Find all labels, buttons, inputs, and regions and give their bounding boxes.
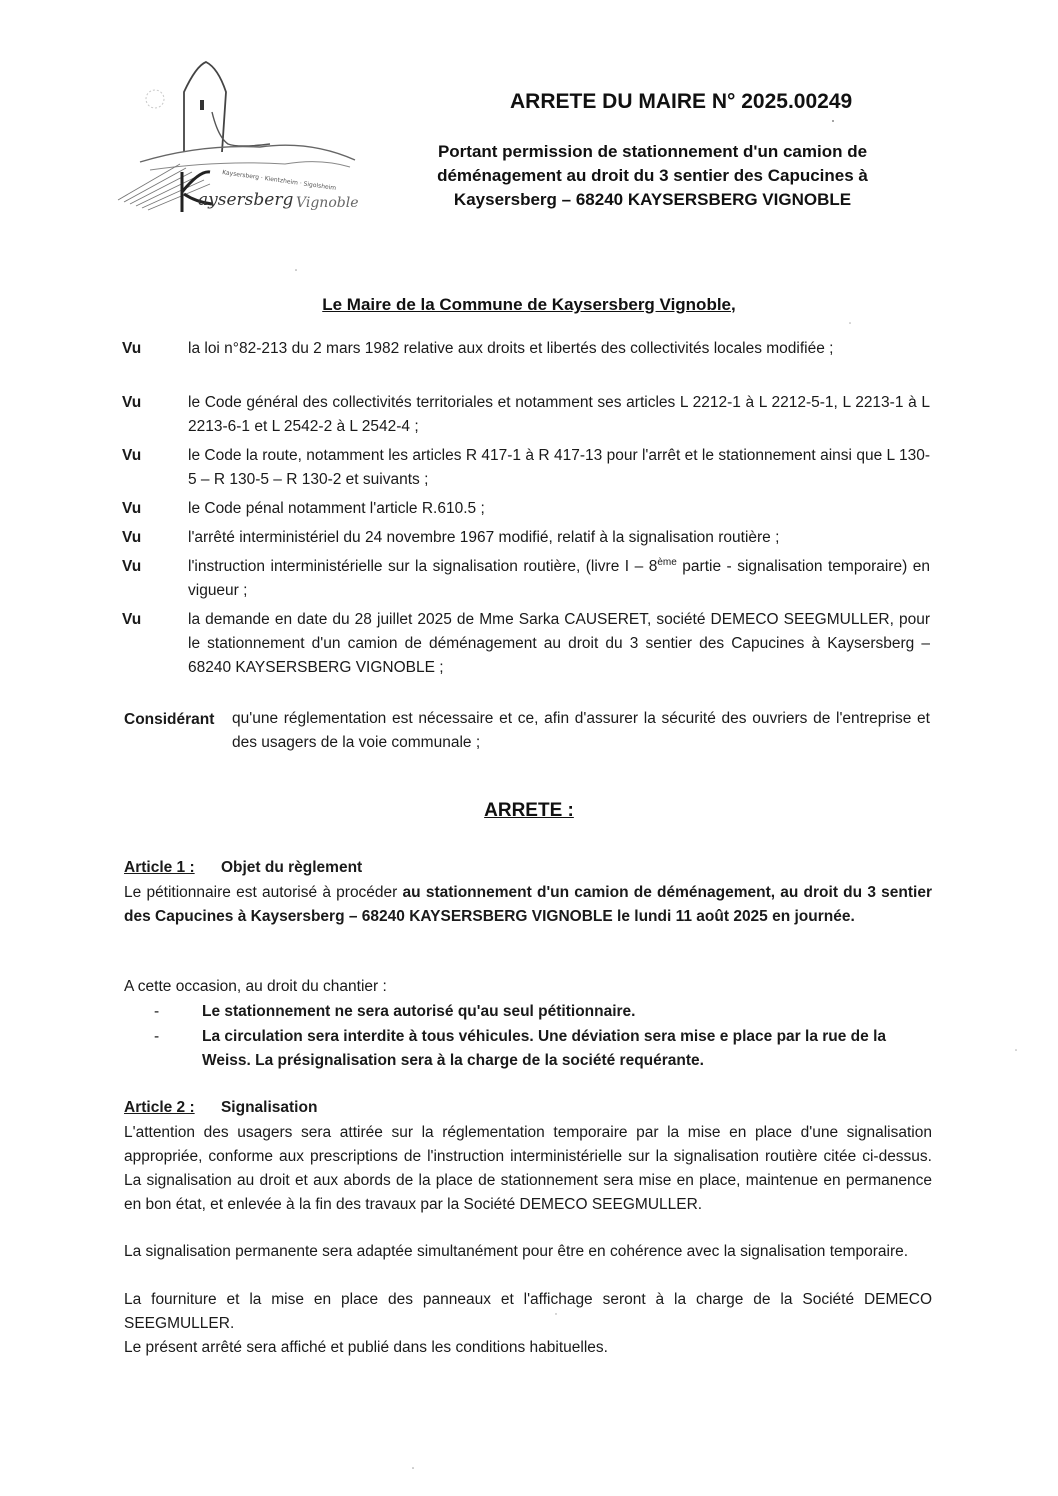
bullet-dash: - (154, 1028, 160, 1045)
kaysersberg-vignoble-logo-icon (110, 52, 370, 222)
article-text-bold: au stationnement d'un camion de déménagement, au droit du 3 sentier des Capucines à Kaysersberg – 68240 KAYSERSBERG VIGNOBLE le lundi 11 août 2025 en journée. (124, 884, 932, 925)
bullet-dash: - (154, 1003, 160, 1020)
visa-label: Vu (122, 500, 142, 517)
article-2-heading (124, 1099, 317, 1117)
subtitle-line: Kaysersberg – 68240 KAYSERSBERG VIGNOBLE (453, 190, 852, 209)
article-number: Article 1 : (124, 859, 195, 876)
visa-text-part: l'instruction interministérielle sur la signalisation routière, (livre I – 8 (188, 558, 658, 575)
article-2-paragraph: La fourniture et la mise en place des panneaux et l'affichage seront à la charge de la Société DEMECO SEEGMULLER. (124, 1291, 932, 1332)
svg-text:Kaysersberg · Kientzheim · Sig: Kaysersberg · Kientzheim · Sigolsheim (221, 169, 337, 192)
mayor-heading: Le Maire de la Commune de Kaysersberg Vignoble, (322, 295, 736, 314)
visa-text (188, 555, 930, 603)
visa-label: Vu (122, 447, 142, 464)
arrete-heading: ARRETE : (484, 800, 574, 821)
decree-subtitle (400, 140, 905, 212)
svg-text:Vignoble: Vignoble (296, 195, 359, 211)
article-2-paragraph: Le présent arrêté sera affiché et publié dans les conditions habituelles. (124, 1339, 608, 1356)
bullet-text: La circulation sera interdite à tous véhicules. Une déviation sera mise e place par la rue de la Weiss. La présignalisation sera à la charge de la société requérante. (202, 1028, 886, 1069)
considerant-text: qu'une réglementation est nécessaire et ce, afin d'assurer la sécurité des ouvriers de l'entreprise et des usagers de la voie communale ; (232, 710, 930, 751)
considerant-label: Considérant (124, 711, 215, 728)
decree-title: ARRETE DU MAIRE N° 2025.00249 (510, 90, 853, 113)
article-title: Objet du règlement (220, 859, 363, 876)
visa-text: la demande en date du 28 juillet 2025 de Mme Sarka CAUSERET, société DEMECO SEEGMULLER, pour le stationnement d'un camion de déménagement au droit du 3 sentier des Capucines à Kaysersberg – 68240 KAYSERSBERG VIGNOBLE ; (188, 611, 930, 676)
visa-text: la loi n°82-213 du 2 mars 1982 relative aux droits et libertés des collectivités locales modifiée ; (188, 340, 834, 357)
subtitle-line: Portant permission de stationnement d'un camion de (437, 142, 868, 161)
article-2-paragraph: La signalisation permanente sera adaptée simultanément pour être en cohérence avec la signalisation temporaire. (124, 1243, 909, 1260)
visa-text: le Code pénal notamment l'article R.610.5 ; (188, 500, 485, 517)
visa-text: le Code général des collectivités territoriales et notamment ses articles L 2212-1 à L 2212-5-1, L 2213-1 à L 2213-6-1 et L 2542-2 à L 2542-4 ; (188, 394, 930, 435)
visa-label: Vu (122, 394, 142, 411)
superscript: ème (657, 556, 677, 568)
visa-label: Vu (122, 611, 142, 628)
visa-label: Vu (122, 340, 142, 357)
svg-text:aysersberg: aysersberg (198, 190, 294, 210)
visa-text-part: partie - signalisation temporaire) en vigueur ; (188, 558, 930, 599)
article-1-occasion: A cette occasion, au droit du chantier : (124, 978, 387, 995)
article-1-heading (124, 859, 362, 877)
bullet-text: Le stationnement ne sera autorisé qu'au seul pétitionnaire. (202, 1003, 636, 1020)
article-text: Le pétitionnaire est autorisé à procéder (124, 884, 403, 901)
visa-text: le Code la route, notamment les articles R 417-1 à R 417-13 pour l'arrêt et le stationnement ainsi que L 130-5 – R 130-5 – R 130-2 et suivants ; (188, 447, 930, 488)
article-title: Signalisation (220, 1099, 318, 1116)
article-1-body (124, 881, 932, 929)
subtitle-line: déménagement au droit du 3 sentier des Capucines à (437, 166, 868, 185)
visa-text: l'arrêté interministériel du 24 novembre 1967 modifié, relatif à la signalisation routière ; (188, 529, 780, 546)
visa-label: Vu (122, 529, 142, 546)
article-2-paragraph: L'attention des usagers sera attirée sur la réglementation temporaire par la mise en place d'une signalisation appropriée, conforme aux prescriptions de l'instruction interministérielle sur la signalisation routière citée ci-dessus. La signalisation au droit et aux abords de la place de stationnement sera mise en place, maintenue en permanence en bon état, et enlevée à la fin des travaux par la Société DEMECO SEEGMULLER. (124, 1124, 932, 1213)
article-number: Article 2 : (124, 1099, 195, 1116)
visa-label: Vu (122, 558, 142, 575)
